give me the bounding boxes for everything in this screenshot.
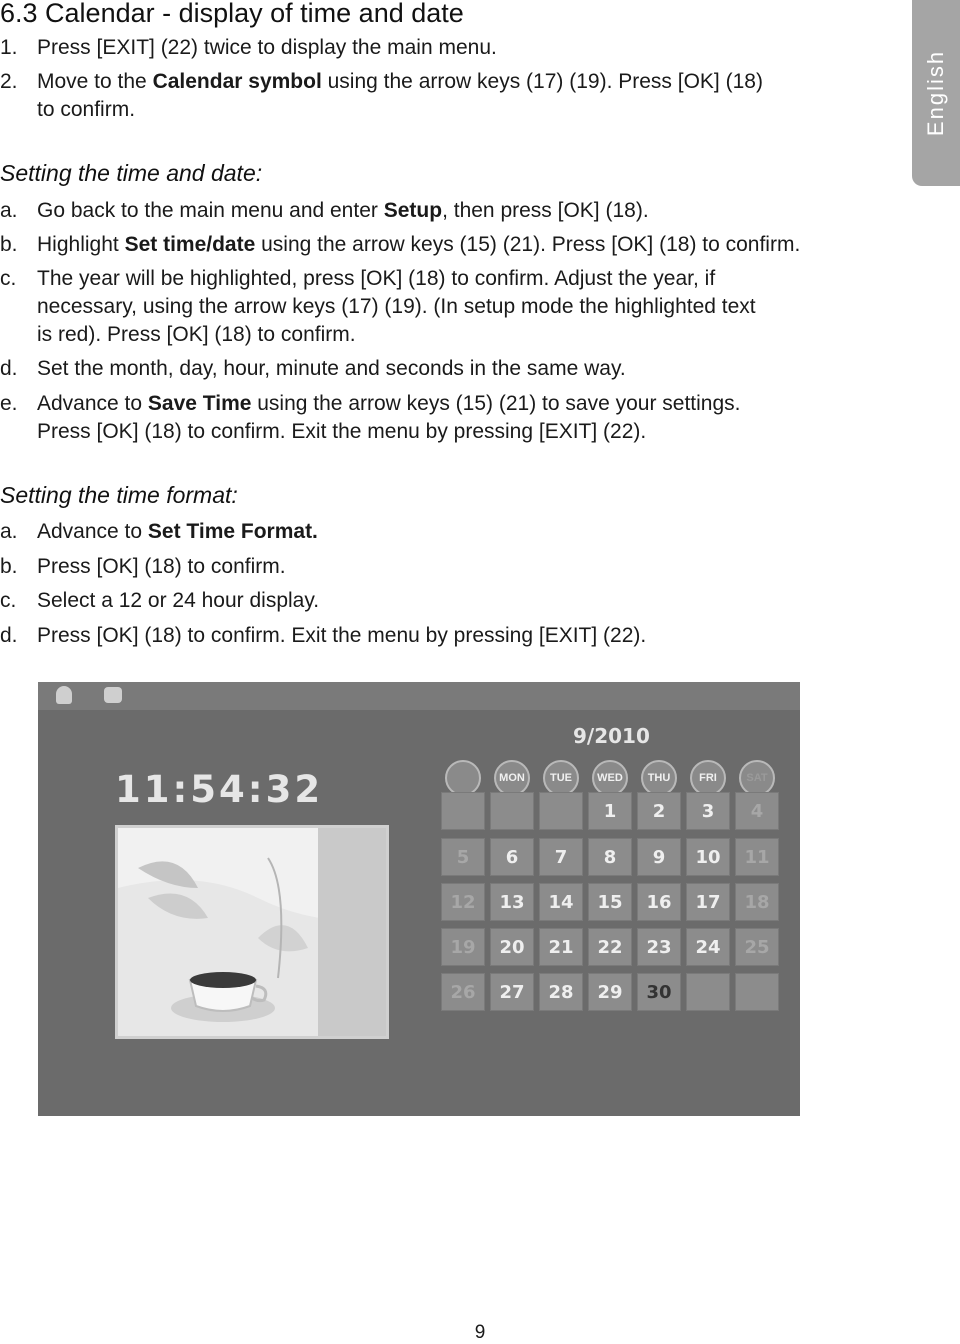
calendar-empty-cell	[735, 973, 779, 1011]
calendar-day: 23	[637, 928, 681, 966]
calendar-empty-cell	[441, 792, 485, 830]
calendar-day: 14	[539, 883, 583, 921]
calendar-day: 11	[735, 838, 779, 876]
time-format-step-b: b. Press [OK] (18) to confirm.	[0, 555, 286, 578]
coffee-cup-image	[118, 828, 386, 1036]
time-date-step-e: e. Advance to Save Time using the arrow keys (15) (21) to save your settings. Press [OK] (18) to confirm. Exit the menu by pressing [EXIT] (22).	[0, 392, 741, 443]
step-2: 2. Move to the Calendar symbol using the arrow keys (17) (19). Press [OK] (18) to confirm.	[0, 70, 763, 121]
calendar-day: 4	[735, 792, 779, 830]
time-date-heading: Setting the time and date:	[0, 160, 263, 186]
calendar-day: 8	[588, 838, 632, 876]
calendar-day: 25	[735, 928, 779, 966]
calendar-day: 10	[686, 838, 730, 876]
calendar-day: 28	[539, 973, 583, 1011]
weekday-sat: SAT	[739, 760, 775, 796]
music-icon	[56, 686, 72, 704]
time-date-step-c: c. The year will be highlighted, press [OK] (18) to confirm. Adjust the year, if necessary, using the arrow keys (17) (19). (In setup mode the highlighted text is red). Press [OK] (18) to confirm.	[0, 267, 756, 346]
calendar-day: 5	[441, 838, 485, 876]
calendar-day: 27	[490, 973, 534, 1011]
calendar-day: 16	[637, 883, 681, 921]
time-format-heading: Setting the time format:	[0, 482, 238, 508]
time-format-step-c: c. Select a 12 or 24 hour display.	[0, 589, 320, 612]
calendar-day: 24	[686, 928, 730, 966]
photo-icon	[104, 687, 122, 703]
weekday-fri: FRI	[690, 760, 726, 796]
calendar-screen-photo	[38, 682, 800, 1116]
weekday-mon: MON	[494, 760, 530, 796]
time-format-step-a: a. Advance to Set Time Format.	[0, 520, 318, 543]
calendar-empty-cell	[490, 792, 534, 830]
calendar-day: 12	[441, 883, 485, 921]
calendar-day: 26	[441, 973, 485, 1011]
step-1: 1. Press [EXIT] (22) twice to display the main menu.	[0, 36, 497, 59]
clock-display: 11:54:32	[115, 768, 324, 811]
weekday-tue: TUE	[543, 760, 579, 796]
time-date-step-a: a. Go back to the main menu and enter Setup, then press [OK] (18).	[0, 199, 649, 222]
time-format-step-d: d. Press [OK] (18) to confirm. Exit the menu by pressing [EXIT] (22).	[0, 624, 647, 647]
calendar-day: 6	[490, 838, 534, 876]
weekday-thu: THU	[641, 760, 677, 796]
calendar-day: 2	[637, 792, 681, 830]
page-number: 9	[474, 1322, 486, 1343]
calendar-day: 15	[588, 883, 632, 921]
calendar-day: 7	[539, 838, 583, 876]
time-date-step-d: d. Set the month, day, hour, minute and seconds in the same way.	[0, 357, 626, 380]
calendar-day: 9	[637, 838, 681, 876]
sun-weekday-icon	[445, 760, 481, 796]
calendar-day: 30	[637, 973, 681, 1011]
language-label: English	[923, 49, 948, 137]
calendar-day: 1	[588, 792, 632, 830]
language-tab	[912, 0, 960, 186]
weekday-wed: WED	[592, 760, 628, 796]
calendar-day: 17	[686, 883, 730, 921]
slideshow-photo	[115, 825, 389, 1039]
calendar-day: 21	[539, 928, 583, 966]
calendar-day: 19	[441, 928, 485, 966]
calendar-day: 20	[490, 928, 534, 966]
calendar-day: 29	[588, 973, 632, 1011]
screen-top-bar	[38, 682, 800, 710]
calendar-empty-cell	[539, 792, 583, 830]
section-title: 6.3 Calendar - display of time and date	[0, 0, 464, 28]
calendar-day: 22	[588, 928, 632, 966]
time-date-step-b: b. Highlight Set time/date using the arrow keys (15) (21). Press [OK] (18) to confirm.	[0, 233, 801, 256]
month-year-label: 9/2010	[573, 724, 650, 748]
calendar-day: 18	[735, 883, 779, 921]
calendar-empty-cell	[686, 973, 730, 1011]
calendar-day: 13	[490, 883, 534, 921]
calendar-day: 3	[686, 792, 730, 830]
